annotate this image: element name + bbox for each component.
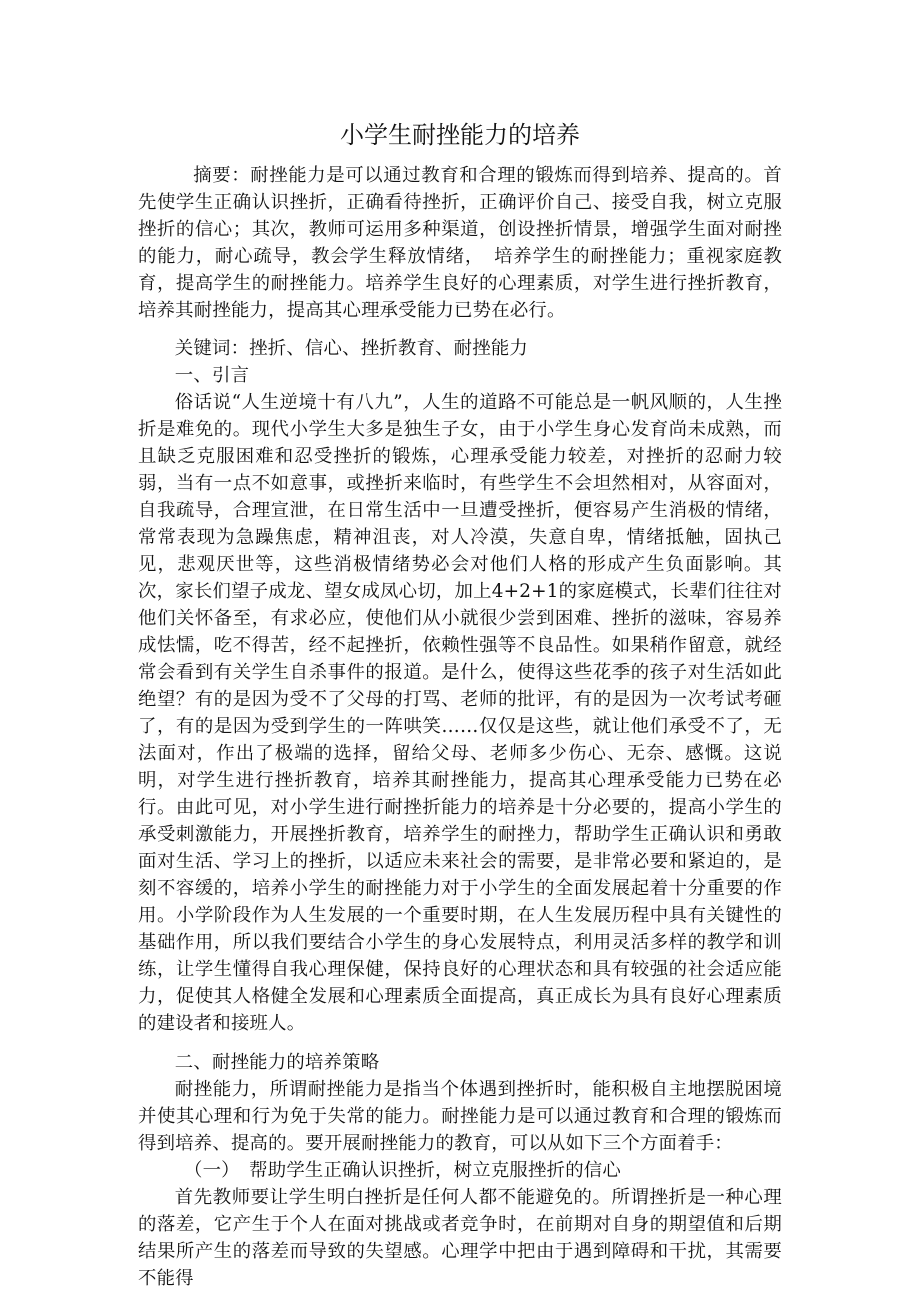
subsection-1-paragraph: 首先教师要让学生明白挫折是任何人都不能避免的。所谓挫折是一种心理的落差，它产生于个人在面对挑战或者竞争时，在前期对自身的期望值和后期结果所产生的落差而导致的失望感。心理学中把由于遇到障碍和干扰，其需要不能得 [138,1187,782,1289]
section-2-paragraph: 耐挫能力，所谓耐挫能力是指当个体遇到挫折时，能积极自主地摆脱困境并使其心理和行为免于失常的能力。耐挫能力是可以通过教育和合理的锻炼而得到培养、提高的。要开展耐挫能力的教育，可以从如下三个方面着手： [138,1079,782,1154]
section-gap [138,1037,782,1049]
document-title: 小学生耐挫能力的培养 [340,121,580,149]
section-1-heading: 一、引言 [174,365,250,386]
section-2-heading: 二、耐挫能力的培养策略 [174,1052,380,1073]
subsection-1-heading: （一） 帮助学生正确认识挫折，树立克服挫折的信心 [183,1160,621,1181]
abstract-paragraph: 摘要：耐挫能力是可以通过教育和合理的锻炼而得到培养、提高的。首先使学生正确认识挫折，正确看待挫折，正确评价自己、接受自我，树立克服挫折的信心；其次，教师可运用多种渠道，创设挫折情景，增强学生面对耐挫的能力，耐心疏导，教会学生释放情绪， 培养学生的耐挫能力；重视家庭教育，提高学生的耐挫能力。培养学生良好的心理素质，对学生进行挫折教育，培养其耐挫能力，提高其心理承受能力已势在必行。 [138,165,782,321]
section-1-paragraph: 俗话说“人生逆境十有八九”，人生的道路不可能总是一帆风顺的，人生挫折是难免的。现代小学生大多是独生子女，由于小学生身心发育尚未成熟，而且缺乏克服困难和忍受挫折的锻炼，心理承受能力较差，对挫折的忍耐力较弱，当有一点不如意事，或挫折来临时，有些学生不会坦然相对，从容面对，自我疏导，合理宣泄，在日常生活中一旦遭受挫折，便容易产生消极的情绪，常常表现为急躁焦虑，精神沮丧，对人冷漠，失意自卑，情绪抵触，固执己见，悲观厌世等，这些消极情绪势必会对他们人格的形成产生负面影响。其次，家长们望子成龙、望女成凤心切，加上4+2+1的家庭模式，长辈们往往对他们关怀备至，有求必应，使他们从小就很少尝到困难、挫折的滋味，容易养成怯懦，吃不得苦，经不起挫折，依赖性强等不良品性。如果稍作留意，就经常会看到有关学生自杀事件的报道。是什么，使得这些花季的孩子对生活如此绝望？有的是因为受不了父母的打骂、老师的批评，有的是因为一次考试考砸了，有的是因为受到学生的一阵哄笑……仅仅是这些，就让他们承受不了，无法面对，作出了极端的选择，留给父母、老师多少伤心、无奈、感慨。这说明，对学生进行挫折教育，培养其耐挫能力，提高其心理承受能力已势在必行。由此可见，对小学生进行耐挫折能力的培养是十分必要的，提高小学生的承受刺激能力，开展挫折教育，培养学生的耐挫力，帮助学生正确认识和勇敢面对生活、学习上的挫折，以适应未来社会的需要，是非常必要和紧迫的，是刻不容缓的，培养小学生的耐挫能力对于小学生的全面发展起着十分重要的作用。小学阶段作为人生发展的一个重要时期，在人生发展历程中具有关键性的基础作用，所以我们要结合小学生的身心发展特点，利用灵活多样的教学和训练，让学生懂得自我心理保健，保持良好的心理状态和具有较强的社会适应能力，促使其人格健全发展和心理素质全面提高，真正成长为具有良好心理素质的建设者和接班人。 [138,392,782,1034]
keywords-line: 关键词：挫折、信心、挫折教育、耐挫能力 [174,338,529,359]
